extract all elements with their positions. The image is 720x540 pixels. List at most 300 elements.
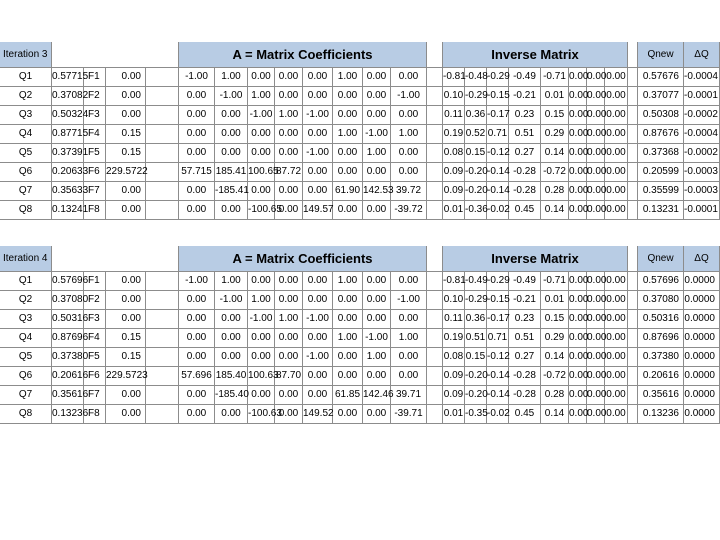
delta-q-cell[interactable]: 0.0000 [684,367,720,386]
empty-cell[interactable] [628,405,638,424]
inverse-matrix-cell[interactable]: 0.00 [605,386,628,405]
empty-cell[interactable] [146,201,179,220]
function-label-cell[interactable]: F5 [84,348,106,367]
matrix-coefficient-cell[interactable]: 0.00 [248,68,275,87]
matrix-coefficient-cell[interactable]: 0.00 [248,329,275,348]
function-value-cell[interactable]: 0.00 [106,201,146,220]
qnew-cell[interactable]: 0.13236 [638,405,684,424]
flow-value-cell[interactable]: 0.37380 [52,348,84,367]
inverse-matrix-cell[interactable]: 0.00 [569,106,587,125]
inverse-matrix-cell[interactable]: 0.00 [587,348,605,367]
matrix-coefficient-cell[interactable]: 0.00 [363,405,391,424]
flow-value-cell[interactable]: 0.13236 [52,405,84,424]
inverse-matrix-cell[interactable]: 0.00 [569,201,587,220]
flow-value-cell[interactable]: 0.20633 [52,163,84,182]
empty-cell[interactable] [427,272,443,291]
qnew-cell[interactable]: 0.50308 [638,106,684,125]
empty-cell[interactable] [427,68,443,87]
function-label-cell[interactable]: F4 [84,329,106,348]
inverse-matrix-cell[interactable]: 0.09 [443,182,465,201]
flow-value-cell[interactable]: 0.13241 [52,201,84,220]
delta-q-header[interactable]: ΔQ [684,42,720,68]
inverse-matrix-cell[interactable]: -0.12 [487,348,509,367]
empty-cell[interactable] [146,68,179,87]
matrix-coefficient-cell[interactable]: 0.00 [275,272,303,291]
matrix-coefficient-cell[interactable]: 0.00 [391,272,427,291]
matrix-coefficient-cell[interactable]: 0.00 [303,386,333,405]
matrix-coefficient-cell[interactable]: 0.00 [179,182,215,201]
matrix-coefficient-cell[interactable]: -39.71 [391,405,427,424]
inverse-matrix-cell[interactable]: 0.00 [569,367,587,386]
flow-value-cell[interactable]: 0.35633 [52,182,84,201]
inverse-matrix-cell[interactable]: 0.10 [443,87,465,106]
header-blank-cell[interactable] [52,246,179,272]
flow-value-cell[interactable]: 0.50316 [52,310,84,329]
inverse-matrix-title[interactable]: Inverse Matrix [443,42,628,68]
function-label-cell[interactable]: F1 [84,68,106,87]
inverse-matrix-cell[interactable]: 0.00 [605,367,628,386]
inverse-matrix-cell[interactable]: -0.29 [487,272,509,291]
matrix-coefficients-title[interactable]: A = Matrix Coefficients [179,42,427,68]
function-value-cell[interactable]: 0.15 [106,144,146,163]
qnew-cell[interactable]: 0.20599 [638,163,684,182]
function-value-cell[interactable]: 0.00 [106,405,146,424]
qnew-cell[interactable]: 0.57696 [638,272,684,291]
inverse-matrix-cell[interactable]: 0.29 [541,125,569,144]
inverse-matrix-cell[interactable]: 0.00 [605,182,628,201]
inverse-matrix-cell[interactable]: 0.00 [569,310,587,329]
flow-label-cell[interactable]: Q8 [0,201,52,220]
inverse-matrix-cell[interactable]: -0.49 [509,272,541,291]
matrix-coefficient-cell[interactable]: 1.00 [333,68,363,87]
function-label-cell[interactable]: F7 [84,386,106,405]
inverse-matrix-cell[interactable]: 0.15 [541,106,569,125]
inverse-matrix-cell[interactable]: 0.00 [587,329,605,348]
empty-cell[interactable] [146,367,179,386]
matrix-coefficient-cell[interactable]: -1.00 [391,87,427,106]
matrix-coefficient-cell[interactable]: 0.00 [363,106,391,125]
matrix-coefficient-cell[interactable]: 61.85 [333,386,363,405]
function-label-cell[interactable]: F5 [84,144,106,163]
matrix-coefficient-cell[interactable]: 0.00 [215,348,248,367]
function-label-cell[interactable]: F8 [84,405,106,424]
inverse-matrix-cell[interactable]: 0.00 [569,182,587,201]
flow-label-cell[interactable]: Q7 [0,386,52,405]
matrix-coefficient-cell[interactable]: 0.00 [303,87,333,106]
inverse-matrix-cell[interactable]: 0.00 [605,310,628,329]
matrix-coefficient-cell[interactable]: 57.715 [179,163,215,182]
matrix-coefficient-cell[interactable]: 1.00 [333,329,363,348]
inverse-matrix-cell[interactable]: 0.51 [509,125,541,144]
matrix-coefficient-cell[interactable]: 0.00 [333,144,363,163]
inverse-matrix-cell[interactable]: 0.00 [587,310,605,329]
matrix-coefficient-cell[interactable]: 61.90 [333,182,363,201]
delta-q-cell[interactable]: 0.0000 [684,348,720,367]
delta-q-cell[interactable]: 0.0000 [684,386,720,405]
empty-cell[interactable] [146,87,179,106]
matrix-coefficient-cell[interactable]: 0.00 [391,367,427,386]
inverse-matrix-cell[interactable]: 0.71 [487,125,509,144]
matrix-coefficient-cell[interactable]: 0.00 [391,144,427,163]
function-value-cell[interactable]: 0.15 [106,329,146,348]
inverse-matrix-cell[interactable]: -0.02 [487,201,509,220]
inverse-matrix-cell[interactable]: 0.00 [569,386,587,405]
inverse-matrix-cell[interactable]: 0.01 [443,201,465,220]
flow-value-cell[interactable]: 0.50324 [52,106,84,125]
matrix-coefficient-cell[interactable]: 1.00 [363,144,391,163]
inverse-matrix-cell[interactable]: 0.00 [605,163,628,182]
matrix-coefficient-cell[interactable]: 39.72 [391,182,427,201]
flow-label-cell[interactable]: Q3 [0,310,52,329]
inverse-matrix-cell[interactable]: 0.00 [605,87,628,106]
matrix-coefficient-cell[interactable]: -185.41 [215,182,248,201]
matrix-coefficient-cell[interactable]: 1.00 [363,348,391,367]
matrix-coefficient-cell[interactable]: 0.00 [179,386,215,405]
empty-cell[interactable] [628,386,638,405]
matrix-coefficient-cell[interactable]: 0.00 [179,348,215,367]
inverse-matrix-cell[interactable]: -0.81 [443,68,465,87]
flow-value-cell[interactable]: 0.20616 [52,367,84,386]
empty-cell[interactable] [146,106,179,125]
matrix-coefficient-cell[interactable]: 0.00 [333,163,363,182]
empty-cell[interactable] [146,348,179,367]
matrix-coefficient-cell[interactable]: 0.00 [275,348,303,367]
empty-cell[interactable] [427,163,443,182]
matrix-coefficient-cell[interactable]: 0.00 [333,367,363,386]
inverse-matrix-cell[interactable]: 0.14 [541,201,569,220]
delta-q-cell[interactable]: 0.0000 [684,310,720,329]
inverse-matrix-cell[interactable]: 0.08 [443,348,465,367]
matrix-coefficient-cell[interactable]: 0.00 [363,310,391,329]
flow-label-cell[interactable]: Q6 [0,367,52,386]
inverse-matrix-cell[interactable]: 0.51 [509,329,541,348]
inverse-matrix-cell[interactable]: 0.10 [443,291,465,310]
empty-cell[interactable] [628,163,638,182]
matrix-coefficient-cell[interactable]: 0.00 [275,386,303,405]
qnew-cell[interactable]: 0.57676 [638,68,684,87]
matrix-coefficient-cell[interactable]: -1.00 [363,125,391,144]
delta-q-cell[interactable]: -0.0003 [684,182,720,201]
inverse-matrix-cell[interactable]: 0.00 [587,106,605,125]
qnew-header[interactable]: Qnew [638,42,684,68]
matrix-coefficient-cell[interactable]: 0.00 [275,329,303,348]
function-value-cell[interactable]: 0.00 [106,68,146,87]
inverse-matrix-cell[interactable]: 0.01 [541,87,569,106]
empty-cell[interactable] [427,310,443,329]
qnew-cell[interactable]: 0.87696 [638,329,684,348]
matrix-coefficient-cell[interactable]: 0.00 [333,201,363,220]
function-label-cell[interactable]: F7 [84,182,106,201]
empty-cell[interactable] [628,329,638,348]
empty-cell[interactable] [146,386,179,405]
matrix-coefficient-cell[interactable]: 0.00 [303,367,333,386]
empty-cell[interactable] [628,367,638,386]
matrix-coefficient-cell[interactable]: 1.00 [333,125,363,144]
matrix-coefficient-cell[interactable]: 0.00 [363,87,391,106]
delta-q-cell[interactable]: -0.0004 [684,68,720,87]
inverse-matrix-cell[interactable]: 0.00 [569,87,587,106]
flow-value-cell[interactable]: 0.57715 [52,68,84,87]
inverse-matrix-cell[interactable]: -0.14 [487,386,509,405]
inverse-matrix-cell[interactable]: -0.21 [509,291,541,310]
inverse-matrix-cell[interactable]: 0.15 [465,348,487,367]
matrix-coefficient-cell[interactable]: 1.00 [215,272,248,291]
matrix-coefficient-cell[interactable]: 149.52 [303,405,333,424]
matrix-coefficient-cell[interactable]: 0.00 [179,87,215,106]
inverse-matrix-cell[interactable]: 0.00 [569,405,587,424]
function-label-cell[interactable]: F6 [84,163,106,182]
function-value-cell[interactable]: 0.15 [106,125,146,144]
inverse-matrix-cell[interactable]: -0.28 [509,163,541,182]
matrix-coefficient-cell[interactable]: 0.00 [275,87,303,106]
matrix-coefficient-cell[interactable]: 1.00 [391,329,427,348]
flow-value-cell[interactable]: 0.87715 [52,125,84,144]
inverse-matrix-cell[interactable]: -0.15 [487,291,509,310]
matrix-coefficient-cell[interactable]: 87.70 [275,367,303,386]
matrix-coefficient-cell[interactable]: 0.00 [179,405,215,424]
inverse-matrix-cell[interactable]: 0.09 [443,367,465,386]
inverse-matrix-cell[interactable]: 0.36 [465,106,487,125]
matrix-coefficient-cell[interactable]: 0.00 [363,367,391,386]
flow-label-cell[interactable]: Q3 [0,106,52,125]
flow-label-cell[interactable]: Q1 [0,68,52,87]
qnew-cell[interactable]: 0.13231 [638,201,684,220]
matrix-coefficient-cell[interactable]: 0.00 [363,272,391,291]
inverse-matrix-cell[interactable]: -0.21 [509,87,541,106]
empty-cell[interactable] [427,329,443,348]
empty-cell[interactable] [628,272,638,291]
empty-cell[interactable] [427,405,443,424]
empty-cell[interactable] [427,106,443,125]
inverse-matrix-cell[interactable]: 0.01 [443,405,465,424]
matrix-coefficient-cell[interactable]: 0.00 [275,291,303,310]
function-value-cell[interactable]: 0.00 [106,386,146,405]
matrix-coefficient-cell[interactable]: 0.00 [275,68,303,87]
inverse-matrix-cell[interactable]: -0.17 [487,310,509,329]
inverse-matrix-cell[interactable]: -0.20 [465,163,487,182]
inverse-matrix-cell[interactable]: 0.00 [587,68,605,87]
inverse-matrix-cell[interactable]: 0.23 [509,310,541,329]
matrix-coefficient-cell[interactable]: 0.00 [248,272,275,291]
delta-q-cell[interactable]: 0.0000 [684,272,720,291]
inverse-matrix-cell[interactable]: 0.14 [541,348,569,367]
inverse-matrix-cell[interactable]: -0.72 [541,163,569,182]
empty-cell[interactable] [146,125,179,144]
function-value-cell[interactable]: 0.15 [106,348,146,367]
matrix-coefficient-cell[interactable]: 39.71 [391,386,427,405]
function-label-cell[interactable]: F6 [84,367,106,386]
inverse-matrix-cell[interactable]: -0.48 [465,68,487,87]
inverse-matrix-cell[interactable]: -0.72 [541,367,569,386]
delta-q-cell[interactable]: 0.0000 [684,405,720,424]
matrix-coefficient-cell[interactable]: 0.00 [179,310,215,329]
matrix-coefficient-cell[interactable]: 1.00 [248,291,275,310]
empty-cell[interactable] [146,163,179,182]
matrix-coefficient-cell[interactable]: 0.00 [363,68,391,87]
flow-label-cell[interactable]: Q6 [0,163,52,182]
flow-label-cell[interactable]: Q5 [0,144,52,163]
matrix-coefficient-cell[interactable]: 0.00 [303,68,333,87]
matrix-coefficient-cell[interactable]: 0.00 [215,106,248,125]
inverse-matrix-cell[interactable]: -0.71 [541,272,569,291]
matrix-coefficient-cell[interactable]: 1.00 [275,106,303,125]
matrix-coefficient-cell[interactable]: 0.00 [275,201,303,220]
header-blank-cell[interactable] [628,246,638,272]
inverse-matrix-cell[interactable]: 0.00 [605,291,628,310]
delta-q-header[interactable]: ΔQ [684,246,720,272]
matrix-coefficient-cell[interactable]: -1.00 [363,329,391,348]
matrix-coefficient-cell[interactable]: -100.63 [248,405,275,424]
empty-cell[interactable] [146,291,179,310]
qnew-cell[interactable]: 0.87676 [638,125,684,144]
inverse-matrix-cell[interactable]: 0.09 [443,386,465,405]
inverse-matrix-cell[interactable]: 0.00 [569,68,587,87]
matrix-coefficient-cell[interactable]: 0.00 [248,182,275,201]
inverse-matrix-cell[interactable]: 0.00 [569,329,587,348]
inverse-matrix-cell[interactable]: 0.00 [605,405,628,424]
matrix-coefficient-cell[interactable]: 0.00 [248,348,275,367]
qnew-cell[interactable]: 0.37080 [638,291,684,310]
inverse-matrix-cell[interactable]: 0.11 [443,106,465,125]
function-label-cell[interactable]: F3 [84,106,106,125]
inverse-matrix-cell[interactable]: 0.00 [587,386,605,405]
matrix-coefficient-cell[interactable]: 185.40 [215,367,248,386]
function-value-cell[interactable]: 0.00 [106,87,146,106]
inverse-matrix-cell[interactable]: 0.52 [465,125,487,144]
matrix-coefficient-cell[interactable]: 0.00 [303,182,333,201]
delta-q-cell[interactable]: -0.0004 [684,125,720,144]
flow-label-cell[interactable]: Q5 [0,348,52,367]
matrix-coefficient-cell[interactable]: 0.00 [391,348,427,367]
inverse-matrix-cell[interactable]: 0.00 [569,163,587,182]
matrix-coefficient-cell[interactable]: 1.00 [248,87,275,106]
empty-cell[interactable] [146,310,179,329]
inverse-matrix-cell[interactable]: -0.28 [509,386,541,405]
function-value-cell[interactable]: 0.00 [106,291,146,310]
inverse-matrix-cell[interactable]: -0.29 [465,87,487,106]
function-value-cell[interactable]: 0.00 [106,106,146,125]
matrix-coefficient-cell[interactable]: 0.00 [333,310,363,329]
matrix-coefficient-cell[interactable]: 0.00 [363,291,391,310]
delta-q-cell[interactable]: 0.0000 [684,329,720,348]
matrix-coefficient-cell[interactable]: 1.00 [275,310,303,329]
inverse-matrix-cell[interactable]: 0.00 [569,291,587,310]
matrix-coefficient-cell[interactable]: 0.00 [275,125,303,144]
matrix-coefficient-cell[interactable]: 1.00 [391,125,427,144]
empty-cell[interactable] [427,386,443,405]
inverse-matrix-cell[interactable]: 0.00 [605,68,628,87]
empty-cell[interactable] [628,68,638,87]
inverse-matrix-cell[interactable]: 0.27 [509,144,541,163]
qnew-cell[interactable]: 0.35616 [638,386,684,405]
inverse-matrix-cell[interactable]: 0.45 [509,405,541,424]
matrix-coefficient-cell[interactable]: 0.00 [275,405,303,424]
inverse-matrix-title[interactable]: Inverse Matrix [443,246,628,272]
delta-q-cell[interactable]: -0.0001 [684,87,720,106]
qnew-cell[interactable]: 0.37077 [638,87,684,106]
matrix-coefficient-cell[interactable]: 100.65 [248,163,275,182]
matrix-coefficient-cell[interactable]: -1.00 [303,348,333,367]
inverse-matrix-cell[interactable]: 0.14 [541,144,569,163]
empty-cell[interactable] [427,201,443,220]
matrix-coefficient-cell[interactable]: 0.00 [391,106,427,125]
inverse-matrix-cell[interactable]: 0.45 [509,201,541,220]
matrix-coefficient-cell[interactable]: 0.00 [275,182,303,201]
matrix-coefficient-cell[interactable]: -1.00 [303,310,333,329]
empty-cell[interactable] [146,144,179,163]
flow-label-cell[interactable]: Q2 [0,87,52,106]
function-label-cell[interactable]: F1 [84,272,106,291]
empty-cell[interactable] [427,367,443,386]
inverse-matrix-cell[interactable]: 0.00 [587,87,605,106]
inverse-matrix-cell[interactable]: 0.36 [465,310,487,329]
inverse-matrix-cell[interactable]: -0.28 [509,367,541,386]
matrix-coefficient-cell[interactable]: 0.00 [179,329,215,348]
inverse-matrix-cell[interactable]: 0.00 [587,405,605,424]
inverse-matrix-cell[interactable]: 0.00 [587,125,605,144]
inverse-matrix-cell[interactable]: -0.29 [487,68,509,87]
matrix-coefficient-cell[interactable]: -100.65 [248,201,275,220]
inverse-matrix-cell[interactable]: 0.00 [587,163,605,182]
inverse-matrix-cell[interactable]: 0.19 [443,125,465,144]
matrix-coefficient-cell[interactable]: 0.00 [179,125,215,144]
inverse-matrix-cell[interactable]: 0.15 [541,310,569,329]
inverse-matrix-cell[interactable]: 0.00 [587,272,605,291]
matrix-coefficient-cell[interactable]: 0.00 [215,144,248,163]
empty-cell[interactable] [427,291,443,310]
matrix-coefficients-title[interactable]: A = Matrix Coefficients [179,246,427,272]
inverse-matrix-cell[interactable]: -0.36 [465,201,487,220]
matrix-coefficient-cell[interactable]: 149.57 [303,201,333,220]
flow-value-cell[interactable]: 0.57696 [52,272,84,291]
inverse-matrix-cell[interactable]: 0.23 [509,106,541,125]
matrix-coefficient-cell[interactable]: 142.46 [363,386,391,405]
inverse-matrix-cell[interactable]: 0.71 [487,329,509,348]
inverse-matrix-cell[interactable]: 0.14 [541,405,569,424]
header-blank-cell[interactable] [52,42,179,68]
inverse-matrix-cell[interactable]: -0.28 [509,182,541,201]
flow-value-cell[interactable]: 0.37082 [52,87,84,106]
inverse-matrix-cell[interactable]: -0.14 [487,163,509,182]
inverse-matrix-cell[interactable]: 0.00 [605,106,628,125]
inverse-matrix-cell[interactable]: -0.14 [487,182,509,201]
matrix-coefficient-cell[interactable]: 0.00 [215,405,248,424]
empty-cell[interactable] [628,182,638,201]
matrix-coefficient-cell[interactable]: -1.00 [303,144,333,163]
matrix-coefficient-cell[interactable]: 0.00 [179,291,215,310]
inverse-matrix-cell[interactable]: 0.51 [465,329,487,348]
inverse-matrix-cell[interactable]: 0.08 [443,144,465,163]
inverse-matrix-cell[interactable]: 0.00 [605,201,628,220]
qnew-header[interactable]: Qnew [638,246,684,272]
matrix-coefficient-cell[interactable]: 1.00 [215,68,248,87]
qnew-cell[interactable]: 0.50316 [638,310,684,329]
function-value-cell[interactable]: 229.5722 [106,163,146,182]
flow-value-cell[interactable]: 0.37080 [52,291,84,310]
matrix-coefficient-cell[interactable]: -1.00 [248,106,275,125]
inverse-matrix-cell[interactable]: -0.81 [443,272,465,291]
matrix-coefficient-cell[interactable]: 0.00 [333,87,363,106]
empty-cell[interactable] [628,106,638,125]
matrix-coefficient-cell[interactable]: 0.00 [333,291,363,310]
delta-q-cell[interactable]: -0.0002 [684,144,720,163]
inverse-matrix-cell[interactable]: -0.15 [487,87,509,106]
function-label-cell[interactable]: F3 [84,310,106,329]
empty-cell[interactable] [427,125,443,144]
matrix-coefficient-cell[interactable]: 0.00 [215,201,248,220]
qnew-cell[interactable]: 0.35599 [638,182,684,201]
matrix-coefficient-cell[interactable]: 0.00 [333,106,363,125]
